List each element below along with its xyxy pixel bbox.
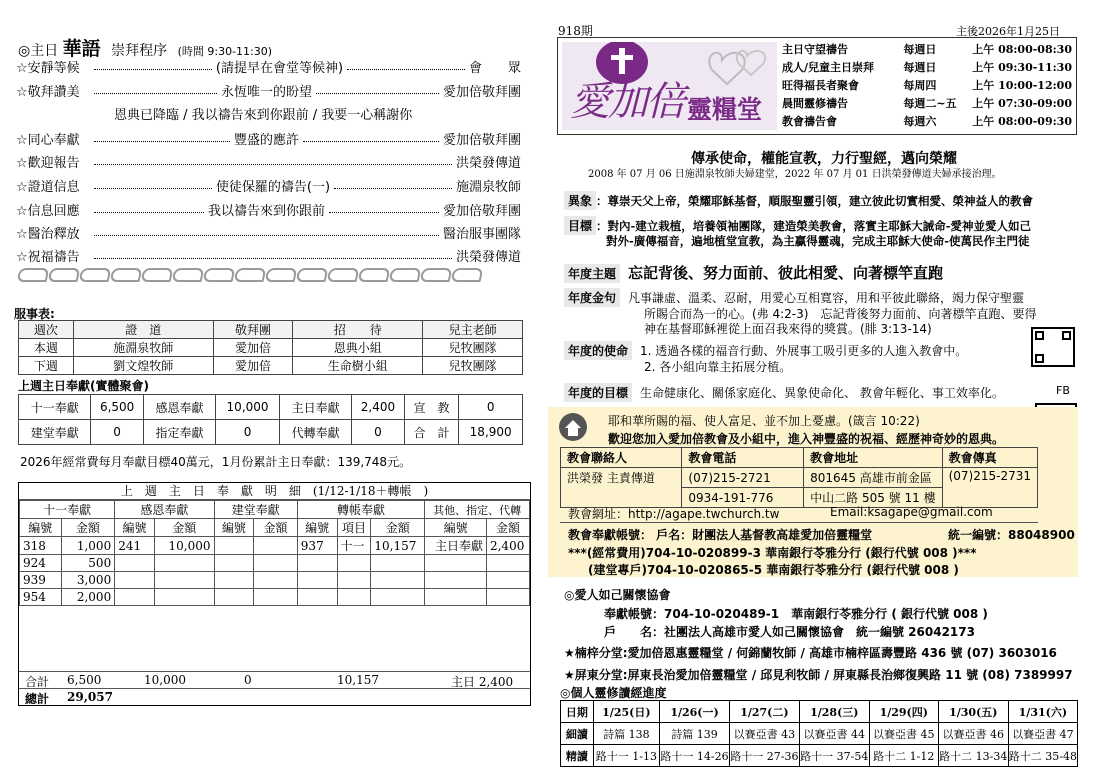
service-prefix: ◎主日 xyxy=(18,43,59,59)
scroll-ornament-link xyxy=(451,268,484,282)
duty-cell: 本週 xyxy=(19,339,74,357)
detail-column-header: 項目 xyxy=(337,519,371,537)
reading-cell: 路十二 35-48 xyxy=(1008,745,1077,767)
offering-cell: 0 xyxy=(91,420,143,445)
goal-label: 目標 xyxy=(564,216,596,235)
detail-cell xyxy=(425,589,487,606)
detail-column-header: 金額 xyxy=(154,519,214,537)
schedule-cell: 上午 10:00-12:00 xyxy=(972,79,1072,92)
tax-id: 統一編號：88048900 xyxy=(948,528,1075,542)
detail-row xyxy=(20,589,530,606)
duty-cell: 下週 xyxy=(19,357,74,375)
schedule-row xyxy=(780,94,1074,112)
left-column xyxy=(0,0,548,776)
dotted-leader xyxy=(94,134,230,142)
order-item-content: 永恆唯一的盼望 xyxy=(220,84,312,100)
detail-cell xyxy=(337,572,371,589)
care-account: 奉獻帳號：704-10-020489-1 華南銀行苓雅分行 ( 銀行代號 008 ) xyxy=(604,607,988,621)
duty-cell: 恩典小組 xyxy=(293,339,423,357)
subtotal-other: 主日 2,400 xyxy=(451,675,514,689)
contact-panel xyxy=(548,407,1078,577)
reading-cell: 精讀 xyxy=(561,745,594,767)
offering-cell: 宣 教 xyxy=(404,395,459,420)
service-title: 崇拜程序 xyxy=(111,43,168,59)
detail-cell xyxy=(214,589,254,606)
subtotal-thanks: 10,000 xyxy=(144,673,186,687)
duty-cell: 施淵泉牧師 xyxy=(73,339,213,357)
offering-cell: 0 xyxy=(216,420,280,445)
schedule-cell: 每週日 xyxy=(903,61,937,74)
offering-cell: 2,400 xyxy=(352,395,404,420)
dotted-leader xyxy=(347,62,465,70)
duty-cell: 愛加倍 xyxy=(213,357,293,375)
logo-cross-horizontal xyxy=(611,55,633,60)
detail-cell xyxy=(297,555,337,572)
detail-category: 轉帳奉獻 xyxy=(297,501,424,519)
scroll-ornament-link xyxy=(110,268,143,282)
detail-cell: 924 xyxy=(20,555,62,572)
order-item-leader: 愛加倍敬拜團 xyxy=(442,84,521,100)
detail-cell xyxy=(486,589,529,606)
detail-cell: 241 xyxy=(115,537,155,555)
schedule-cell: 成人/兒童主日崇拜 xyxy=(782,61,875,74)
line-qr-code[interactable] xyxy=(1031,327,1075,367)
mission-label: 年度的使命 xyxy=(564,341,632,360)
scroll-ornament-link xyxy=(48,268,81,282)
detail-cell xyxy=(254,589,298,606)
duty-cell: 兒牧團隊 xyxy=(423,357,523,375)
order-item-name: ☆敬拜讚美 xyxy=(16,84,80,100)
offering-cell: 10,000 xyxy=(216,395,280,420)
email-link[interactable]: Email:ksagape@gmail.com xyxy=(830,505,993,519)
detail-cell xyxy=(254,537,298,555)
order-item-name: ☆信息回應 xyxy=(16,203,80,219)
offering-cell: 0 xyxy=(352,420,404,445)
reading-cell: 路十二 1-12 xyxy=(869,745,938,767)
service-language: 華語 xyxy=(62,38,101,60)
scroll-ornament-link xyxy=(141,268,174,282)
detail-cell xyxy=(214,555,254,572)
detail-cell xyxy=(254,572,298,589)
order-item-leader: 施淵泉牧師 xyxy=(456,179,522,195)
order-item xyxy=(16,245,521,265)
contact-header: 教會電話 xyxy=(682,448,804,468)
detail-cell xyxy=(254,555,298,572)
order-item-content: 我以禱告來到你跟前 xyxy=(207,203,325,219)
fb-label: FB xyxy=(1056,384,1070,397)
duty-cell: 愛加倍 xyxy=(213,339,293,357)
detail-cell: 939 xyxy=(20,572,62,589)
detail-cell xyxy=(214,537,254,555)
issue-number: 918期 xyxy=(558,24,593,38)
detail-cell xyxy=(371,572,425,589)
scroll-ornament-link xyxy=(327,268,360,282)
reading-row xyxy=(561,701,1078,723)
scroll-ornament xyxy=(18,268,518,288)
scroll-ornament-link xyxy=(265,268,298,282)
motto: 傳承使命，權能宣教，力行聖經，邁向榮耀 xyxy=(691,151,957,167)
reading-cell: 路十一 14-26 xyxy=(660,745,730,767)
detail-column-header: 編號 xyxy=(214,519,254,537)
dotted-leader xyxy=(94,251,452,259)
schedule-row xyxy=(780,112,1074,130)
detail-category: 十一奉獻 xyxy=(20,501,115,519)
dotted-leader xyxy=(94,86,217,94)
verse-text-2: 所賜合而為一的心。(弗 4:2-3) 忘記背後努力面前、向著標竿直跑、要得 xyxy=(644,307,1037,321)
dotted-leader xyxy=(329,205,439,213)
detail-cell xyxy=(297,589,337,606)
offering-title: 上週主日奉獻(實體聚會) xyxy=(18,379,149,393)
detail-cell: 2,000 xyxy=(61,589,115,606)
detail-subtotal-row xyxy=(19,671,530,688)
order-item-leader: 醫治服事團隊 xyxy=(442,226,521,242)
subtotal-transfer: 10,157 xyxy=(337,673,379,687)
theme-label: 年度主題 xyxy=(564,264,620,283)
duty-row xyxy=(19,357,523,375)
detail-cell: 1,000 xyxy=(61,537,115,555)
order-item-leader: 洪榮發傳道 xyxy=(455,249,521,265)
offering-cell: 主日奉獻 xyxy=(279,395,351,420)
order-item xyxy=(16,128,521,148)
offering-cell: 指定奉獻 xyxy=(143,420,215,445)
home-icon xyxy=(558,412,588,442)
schedule-cell: 上午 09:30-11:30 xyxy=(972,61,1072,74)
schedule-row xyxy=(780,76,1074,94)
reading-cell: 路十一 37-54 xyxy=(799,745,869,767)
detail-cell: 2,400 xyxy=(486,537,529,555)
vision-line xyxy=(564,191,1033,210)
detail-row xyxy=(20,555,530,572)
scroll-ornament-link xyxy=(358,268,391,282)
mission-text-2: 2. 各小組向靠主拓展分植。 xyxy=(644,360,792,374)
detail-cell: 3,000 xyxy=(61,572,115,589)
church-history: 2008 年 07 月 06 日施淵泉牧師夫婦建堂，2022 年 07 月 01 日洪榮發傳道夫婦承接治理。 xyxy=(588,169,1002,180)
offering-detail xyxy=(18,482,531,706)
order-item-name: ☆歡迎報告 xyxy=(16,155,80,171)
reading-cell: 路十一 27-36 xyxy=(729,745,799,767)
detail-column-header: 編號 xyxy=(425,519,487,537)
schedule-cell: 每週二~五 xyxy=(903,97,957,110)
account-building: (建堂專戶)704-10-020865-5 華南銀行苓雅分行 (銀行代號 008 ) xyxy=(588,563,959,577)
goal-text-1: ：對內-建立栽植，培養領袖團隊，建造榮美教會，落實主耶穌大誡命-愛神並愛人如己 xyxy=(596,219,1032,233)
contact-table xyxy=(560,447,1038,508)
order-item-leader: 洪榮發傳道 xyxy=(455,155,521,171)
order-item-leader: 會 眾 xyxy=(469,60,522,76)
theme-text: 忘記背後、努力面前、彼此相愛、向著標竿直跑 xyxy=(628,264,944,282)
schedule-cell: 每周四 xyxy=(903,79,937,92)
offering-cell: 6,500 xyxy=(91,395,143,420)
offering-note: 2026年經常費每月奉獻目標40萬元，1月份累計主日奉獻：139,748元。 xyxy=(20,455,412,469)
reading-cell: 1/26(一) xyxy=(660,701,730,723)
worship-continuation: 恩典已降臨 / 我以禱告來到你跟前 / 我要一心稱謝你 xyxy=(114,108,413,123)
duty-title: 服事表: xyxy=(14,307,55,321)
detail-title: 上 週 主 日 奉 獻 明 細 (1/12-1/18＋轉帳 ) xyxy=(19,483,530,500)
contact-header: 教會聯絡人 xyxy=(561,448,682,468)
offering-cell: 建堂奉獻 xyxy=(19,420,91,445)
scroll-ornament-link xyxy=(17,268,50,282)
branch-pingtung: ★屏東分堂:屏東長治愛加倍靈糧堂 / 邱見利牧師 / 屏東縣長治鄉復興路 11 號 (08) 7389997 xyxy=(564,668,1073,682)
reading-cell: 1/28(三) xyxy=(799,701,869,723)
meeting-schedule xyxy=(780,40,1074,130)
detail-cell: 十一 xyxy=(337,537,371,555)
detail-column-header: 金額 xyxy=(486,519,529,537)
detail-cell xyxy=(297,572,337,589)
dotted-leader xyxy=(94,181,212,189)
contact-address: 801645 高雄市前金區 xyxy=(804,468,942,488)
total-value: 29,057 xyxy=(67,690,113,704)
scroll-ornament-link xyxy=(234,268,267,282)
contact-header: 教會傳真 xyxy=(942,448,1037,468)
vision-text: ：尊崇天父上帝，榮耀耶穌基督，順服聖靈引領，建立彼此切實相愛、榮神益人的教會 xyxy=(596,194,1034,208)
contact-mobile[interactable]: 0934-191-776 xyxy=(682,488,804,508)
reading-cell: 以賽亞書 45 xyxy=(869,723,938,745)
order-item xyxy=(16,222,521,242)
contact-phone[interactable]: (07)215-2721 xyxy=(682,468,804,488)
order-item-name: ☆同心奉獻 xyxy=(16,132,80,148)
order-item-content: 豐盛的應許 xyxy=(233,132,299,148)
schedule-cell: 上午 08:00-09:30 xyxy=(972,115,1072,128)
order-item xyxy=(16,175,521,195)
dotted-leader xyxy=(94,157,452,165)
dotted-leader xyxy=(334,181,452,189)
dotted-leader xyxy=(316,86,439,94)
offering-cell: 合 計 xyxy=(404,420,459,445)
detail-cell: 10,157 xyxy=(371,537,425,555)
contact-header: 教會地址 xyxy=(804,448,942,468)
reading-cell: 1/25(日) xyxy=(593,701,659,723)
proverb-text: 耶和華所賜的福、使人富足、並不加上憂慮。(箴言 10:22) xyxy=(608,414,920,428)
reading-cell: 日期 xyxy=(561,701,594,723)
duty-header: 兒主老師 xyxy=(423,321,523,339)
order-item-name: ☆醫治釋放 xyxy=(16,226,80,242)
detail-cell xyxy=(425,555,487,572)
aims-line xyxy=(564,383,1004,402)
scroll-ornament-link xyxy=(420,268,453,282)
detail-cell xyxy=(154,572,214,589)
schedule-cell: 上午 08:00-08:30 xyxy=(972,43,1072,56)
order-item xyxy=(16,56,521,76)
order-item-name: ☆安靜等候 xyxy=(16,60,80,76)
masthead xyxy=(557,37,1077,135)
detail-cell: 937 xyxy=(297,537,337,555)
offering-cell: 感恩奉獻 xyxy=(143,395,215,420)
detail-cell xyxy=(371,555,425,572)
offering-row xyxy=(19,420,523,445)
detail-cell: 500 xyxy=(61,555,115,572)
verse-text-3: 神在基督耶穌裡從上面召我來得的獎賞。(腓 3:13-14) xyxy=(644,322,932,336)
offering-cell: 0 xyxy=(459,395,523,420)
scroll-ornament-link xyxy=(296,268,329,282)
duty-table xyxy=(18,320,523,375)
schedule-cell: 每週六 xyxy=(903,115,937,128)
reading-cell: 1/30(五) xyxy=(938,701,1008,723)
reading-cell: 詩篇 139 xyxy=(660,723,730,745)
order-item-leader: 愛加倍敬拜團 xyxy=(442,203,521,219)
mission-text-1: 1. 透過各樣的福音行動、外展事工吸引更多的人進入教會中。 xyxy=(640,344,968,358)
aims-label: 年度的目標 xyxy=(564,383,632,402)
vision-label: 異象 xyxy=(564,191,596,210)
detail-category: 建堂奉獻 xyxy=(214,501,297,519)
order-item-name: ☆祝福禱告 xyxy=(16,249,80,265)
care-name: 戶 名：社團法人高雄市愛人如己關懷協會 統一編號 26042173 xyxy=(604,625,975,639)
logo-church: 靈糧堂 xyxy=(687,95,763,124)
logo-heart-left xyxy=(709,53,745,84)
detail-cell xyxy=(486,555,529,572)
schedule-row xyxy=(780,40,1074,58)
detail-cell: 主日奉獻 xyxy=(425,537,487,555)
contact-fax: (07)215-2731 xyxy=(942,468,1037,508)
offering-row xyxy=(19,395,523,420)
schedule-row xyxy=(780,58,1074,76)
verse-label: 年度金句 xyxy=(564,288,620,307)
duty-header: 週次 xyxy=(19,321,74,339)
reading-cell: 以賽亞書 46 xyxy=(938,723,1008,745)
subtotal-tithe: 6,500 xyxy=(67,673,102,687)
order-item-content: 使徒保羅的禱告(一) xyxy=(215,179,331,195)
scroll-ornament-link xyxy=(79,268,112,282)
website-link[interactable]: 教會網址：http://agape.twchurch.tw xyxy=(568,507,780,521)
order-item xyxy=(16,151,521,171)
schedule-cell: 主日守望禱告 xyxy=(782,43,848,56)
detail-cell xyxy=(371,589,425,606)
scroll-ornament-link xyxy=(389,268,422,282)
welcome-text: 歡迎您加入愛加倍教會及小組中，進入神豐盛的祝福、經歷神奇妙的恩典。 xyxy=(608,432,1005,446)
detail-row xyxy=(20,537,530,555)
dotted-leader xyxy=(94,62,212,70)
detail-cell xyxy=(337,555,371,572)
detail-column-header: 編號 xyxy=(115,519,155,537)
offering-cell: 18,900 xyxy=(459,420,523,445)
offering-cell: 代轉奉獻 xyxy=(279,420,351,445)
web-email-row xyxy=(560,503,1038,523)
duty-row xyxy=(19,339,523,357)
detail-total-row xyxy=(19,688,530,705)
reading-row xyxy=(561,745,1078,767)
reading-cell: 路十一 1-13 xyxy=(593,745,659,767)
reading-plan-table xyxy=(560,700,1078,767)
goal-text-2: 對外-廣傳福音，遍地植堂宣教，為主贏得靈魂，完成主耶穌大使命-使萬民作主門徒 xyxy=(606,234,1030,248)
detail-cell xyxy=(115,555,155,572)
duty-cell: 兒牧團隊 xyxy=(423,339,523,357)
detail-cell: 318 xyxy=(20,537,62,555)
detail-cell xyxy=(154,589,214,606)
detail-cell xyxy=(115,589,155,606)
logo-name: 愛加倍 xyxy=(570,79,684,125)
detail-cell xyxy=(214,572,254,589)
reading-cell: 以賽亞書 47 xyxy=(1008,723,1077,745)
subtotal-building: 0 xyxy=(244,673,252,687)
detail-row xyxy=(20,572,530,589)
order-item-content: (請提早在會堂等候神) xyxy=(215,60,344,76)
detail-column-header: 金額 xyxy=(61,519,115,537)
detail-cell xyxy=(425,572,487,589)
detail-cell xyxy=(337,589,371,606)
order-item-leader: 愛加倍敬拜團 xyxy=(442,132,521,148)
issue-date: 主後2026年1月25日 xyxy=(956,25,1060,38)
schedule-cell: 教會禱告會 xyxy=(782,115,837,128)
detail-column-header: 編號 xyxy=(297,519,337,537)
order-item xyxy=(16,199,521,219)
order-item xyxy=(16,80,521,100)
reading-cell: 1/31(六) xyxy=(1008,701,1077,723)
reading-title: ◎個人靈修讀經進度 xyxy=(560,686,667,700)
detail-cell: 954 xyxy=(20,589,62,606)
duty-cell: 生命樹小組 xyxy=(293,357,423,375)
reading-cell: 以賽亞書 44 xyxy=(799,723,869,745)
detail-column-header: 編號 xyxy=(20,519,62,537)
detail-cell xyxy=(486,572,529,589)
detail-column-header: 金額 xyxy=(371,519,425,537)
verse-text-1: 凡事謙虛、溫柔、忍耐，用愛心互相寬容，用和平彼此聯絡，竭力保守聖靈 xyxy=(628,291,1025,305)
dotted-leader xyxy=(303,134,439,142)
account-line: 教會奉獻帳號： 戶名：財團法人基督教高雄愛加倍靈糧堂 xyxy=(568,528,873,542)
order-item-name: ☆證道信息 xyxy=(16,179,80,195)
schedule-cell: 上午 07:30-09:00 xyxy=(972,97,1072,110)
detail-cell: 10,000 xyxy=(154,537,214,555)
schedule-cell: 旺得福長者聚會 xyxy=(782,79,859,92)
reading-cell: 1/29(四) xyxy=(869,701,938,723)
detail-category: 感恩奉獻 xyxy=(115,501,214,519)
duty-cell: 劉文煌牧師 xyxy=(73,357,213,375)
theme-line xyxy=(564,262,943,283)
subtotal-label: 合計 xyxy=(25,675,50,689)
right-column xyxy=(548,0,1100,776)
reading-cell: 詩篇 138 xyxy=(593,723,659,745)
service-time: (時間 9:30-11:30) xyxy=(177,45,273,58)
dotted-leader xyxy=(94,228,439,236)
reading-cell: 路十二 13-34 xyxy=(938,745,1008,767)
offering-cell: 十一奉獻 xyxy=(19,395,91,420)
contact-address-2: 中山二路 505 號 11 樓 xyxy=(804,488,942,508)
care-title: ◎愛人如己關懷協會 xyxy=(564,588,671,602)
reading-cell: 1/27(二) xyxy=(729,701,799,723)
scroll-ornament-link xyxy=(172,268,205,282)
duty-header: 證 道 xyxy=(73,321,213,339)
schedule-cell: 每週日 xyxy=(903,43,937,56)
logo-panel xyxy=(562,42,777,130)
detail-category: 其他、指定、代轉 xyxy=(425,501,530,519)
account-general: ***(經常費用)704-10-020899-3 華南銀行苓雅分行 (銀行代號 008 )*** xyxy=(568,546,977,560)
total-label: 總計 xyxy=(25,692,50,706)
branch-nanzi: ★楠梓分堂:愛加倍恩惠靈糧堂 / 何錦蘭牧師 / 高雄市楠梓區壽豐路 436 號 (07) 3603016 xyxy=(564,646,1057,660)
detail-cell xyxy=(154,555,214,572)
schedule-cell: 晨間靈修禱告 xyxy=(782,97,848,110)
offering-table xyxy=(18,394,523,445)
detail-cell xyxy=(115,572,155,589)
contact-person: 洪榮發 主責傳道 xyxy=(561,468,682,508)
reading-row xyxy=(561,723,1078,745)
reading-cell: 細讀 xyxy=(561,723,594,745)
aims-text: 生命健康化、關係家庭化、異象使命化、 教會年輕化、事工效率化。 xyxy=(640,386,1004,400)
duty-header: 招 待 xyxy=(293,321,423,339)
detail-table xyxy=(19,500,530,606)
scroll-ornament-link xyxy=(203,268,236,282)
detail-column-header: 金額 xyxy=(254,519,298,537)
duty-header: 敬拜團 xyxy=(213,321,293,339)
reading-cell: 以賽亞書 43 xyxy=(729,723,799,745)
dotted-leader xyxy=(94,205,204,213)
